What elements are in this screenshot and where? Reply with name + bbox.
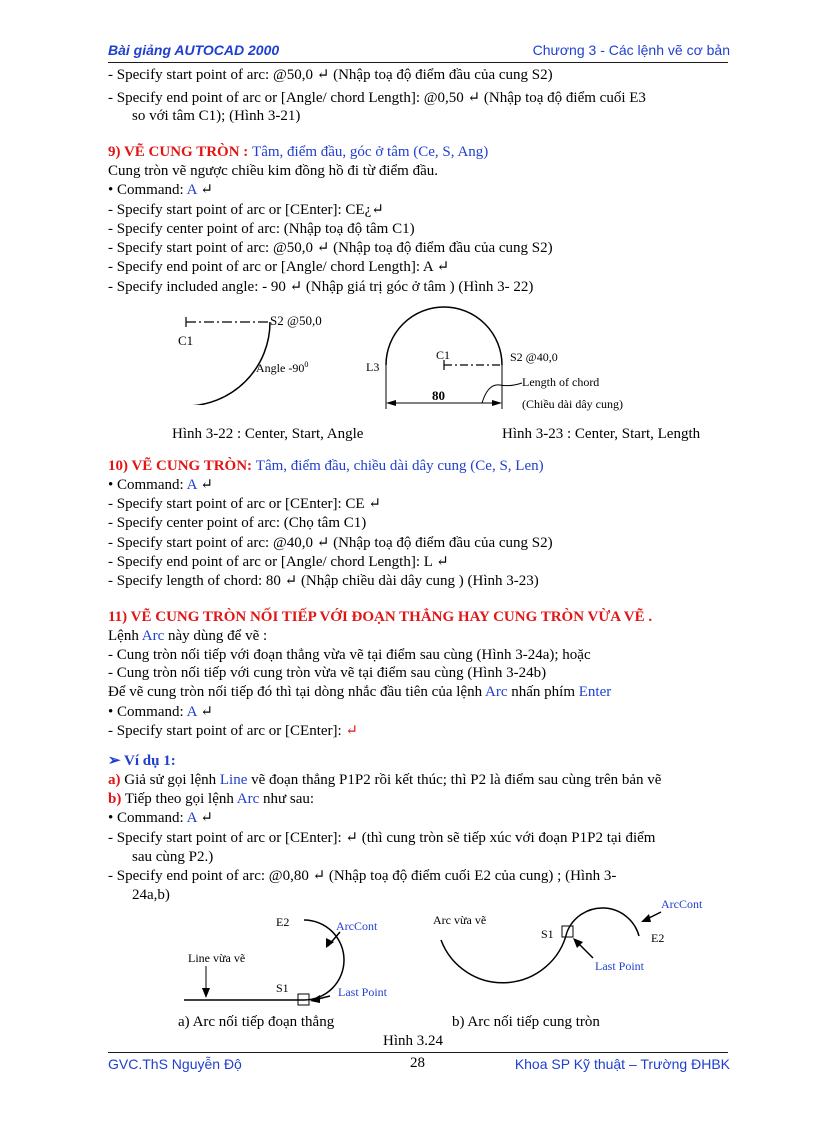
figure-3-24a <box>180 908 430 1008</box>
label-dimension: 80 <box>432 388 445 403</box>
section-9-subtitle: Tâm, điểm đầu, góc ở tâm (Ce, S, Ang) <box>252 144 489 160</box>
section-9-line-6: - Specify included angle: - 90 ↵ (Nhập giá trị góc ở tâm ) (Hình 3- 22) <box>108 279 534 295</box>
caption-3-24a: a) Arc nối tiếp đoạn thẳng <box>178 1014 335 1030</box>
section-10-command <box>108 476 213 495</box>
example-command <box>108 809 213 828</box>
section-11-title: 11) VẼ CUNG TRÒN NỐI TIẾP VỚI ĐOẠN THẲNG HAY CUNG TRÒN VỪA VẼ . <box>108 609 653 625</box>
caption-3-24: Hình 3.24 <box>383 1033 443 1049</box>
label-arc-vua-ve: Arc vừa vẽ <box>433 913 487 927</box>
keyword-arc: Arc <box>485 684 508 700</box>
example-1-title: ➢ Ví dụ 1: <box>108 753 176 769</box>
section-10-heading: 10) VẼ CUNG TRÒN: <box>108 458 256 474</box>
command-value: A <box>186 810 197 826</box>
label-s2: S2 @40,0 <box>510 350 558 364</box>
keyword-arc: Arc <box>236 791 260 807</box>
label-last-point: Last Point <box>338 985 388 999</box>
section-9-line-4: - Specify start point of arc: @50,0 ↵ (Nhập toạ độ điểm đầu của cung S2) <box>108 240 553 256</box>
section-11-command <box>108 703 213 722</box>
top-line-2: - Specify end point of arc or [Angle/ chord Length]: @0,50 ↵ (Nhập toạ độ điểm cuối E3 <box>108 90 646 106</box>
label-e2: E2 <box>276 915 290 929</box>
command-label: • Command: <box>108 704 187 720</box>
label-last-point: Last Point <box>595 959 645 973</box>
figure-3-24b <box>425 890 725 1005</box>
enter-symbol-red: ↵ <box>345 723 358 739</box>
command-label: • Command: <box>108 182 187 198</box>
example-b: b) Tiếp theo gọi lệnh Arc như sau: <box>108 791 315 807</box>
section-10-line-2: - Specify start point of arc or [CEnter]: CE ↵ <box>108 496 381 512</box>
section-10-line-6: - Specify length of chord: 80 ↵ (Nhập chiều dài dây cung ) (Hình 3-23) <box>108 573 539 589</box>
caption-3-22: Hình 3-22 : Center, Start, Angle <box>172 426 364 442</box>
label-s1: S1 <box>541 927 554 941</box>
section-9-intro: Cung tròn vẽ ngược chiều kim đồng hồ đi từ điểm đầu. <box>108 163 438 179</box>
label-line-vua-ve: Line vừa vẽ <box>188 951 246 965</box>
section-9-line-3: - Specify center point of arc: (Nhập toạ độ tâm C1) <box>108 221 415 237</box>
continued-arc <box>567 908 639 936</box>
section-11-line-4: Để vẽ cung tròn nối tiếp đó thì tại dòng nhắc đầu tiên của lệnh Arc nhấn phím Enter <box>108 684 612 700</box>
command-label: • Command: <box>108 477 187 493</box>
section-10-line-4: - Specify start point of arc: @40,0 ↵ (Nhập toạ độ điểm đầu của cung S2) <box>108 535 553 551</box>
section-10-subtitle: Tâm, điểm đầu, chiều dài dây cung (Ce, S, Len) <box>255 458 544 474</box>
label-e2: E2 <box>651 931 665 945</box>
top-line-3: so với tâm C1); (Hình 3-21) <box>132 108 301 124</box>
header-rule <box>108 62 728 63</box>
figure-3-22 <box>170 305 340 405</box>
figure-3-23 <box>360 305 650 415</box>
section-9-line-2: - Specify start point of arc or [CEnter]: CE¿↵ <box>108 202 384 218</box>
label-s1: S1 <box>276 981 289 995</box>
enter-symbol: ↵ <box>196 704 213 720</box>
command-value: A <box>186 704 197 720</box>
section-9-title <box>108 143 488 162</box>
section-10-line-3: - Specify center point of arc: (Chọ tâm C1) <box>108 515 367 531</box>
footer-rule <box>108 1052 728 1053</box>
header-left: Bài giảng AUTOCAD 2000 <box>108 42 280 58</box>
label-c1: C1 <box>178 333 194 348</box>
section-10-title <box>108 457 544 476</box>
label-s2: S2 @50,0 <box>270 313 322 328</box>
keyword-enter: Enter <box>578 684 612 700</box>
command-label: • Command: <box>108 810 187 826</box>
label-length-of-chord: Length of chord <box>522 375 600 389</box>
page-number: 28 <box>410 1055 425 1071</box>
section-9-command <box>108 181 213 200</box>
label-arccont: ArcCont <box>661 897 703 911</box>
enter-symbol: ↵ <box>196 477 213 493</box>
label-angle: Angle $-90^0$ <box>256 360 309 375</box>
section-9-heading: 9) VẼ CUNG TRÒN : <box>108 144 253 160</box>
caption-3-24b: b) Arc nối tiếp cung tròn <box>452 1014 600 1030</box>
keyword-line: Line <box>219 772 248 788</box>
section-9-line-5: - Specify end point of arc or [Angle/ chord Length]: A ↵ <box>108 259 450 275</box>
footer-left: GVC.ThS Nguyễn Độ <box>108 1056 242 1072</box>
section-11-line-6: - Specify start point of arc or [CEnter]: ↵ <box>108 723 358 739</box>
example-line-7: 24a,b) <box>132 887 170 903</box>
arccont-arrow <box>641 914 651 922</box>
command-value: A <box>186 477 197 493</box>
enter-symbol: ↵ <box>196 182 213 198</box>
label-c1: C1 <box>436 348 451 362</box>
header-right: Chương 3 - Các lệnh vẽ cơ bản <box>532 42 730 58</box>
top-line-1: - Specify start point of arc: @50,0 ↵ (Nhập toạ độ điểm đầu của cung S2) <box>108 67 553 83</box>
example-a: a) Giả sử gọi lệnh Line vẽ đoạn thẳng P1P2 rồi kết thúc; thì P2 là điểm sau cùng trên bản vẽ <box>108 772 662 788</box>
example-line-6: - Specify end point of arc: @0,80 ↵ (Nhập toạ độ điểm cuối E2 của cung) ; (Hình 3- <box>108 868 617 884</box>
pointer-arrow <box>202 988 210 998</box>
example-line-4: - Specify start point of arc or [CEnter]: ↵ (thì cung tròn sẽ tiếp xúc với đoạn P1P2 tại điểm <box>108 830 656 846</box>
arrow-left <box>386 400 396 406</box>
arrow-right <box>492 400 502 406</box>
section-10-line-5: - Specify end point of arc or [Angle/ chord Length]: L ↵ <box>108 554 449 570</box>
enter-symbol: ↵ <box>196 810 213 826</box>
label-chieu-dai: (Chiều dài dây cung) <box>522 397 623 411</box>
section-11-line-3: - Cung tròn nối tiếp với cung tròn vừa vẽ tại điểm sau cùng (Hình 3-24b) <box>108 665 547 681</box>
section-11-line-1: Lệnh Arc này dùng để vẽ : <box>108 628 268 644</box>
caption-3-23: Hình 3-23 : Center, Start, Length <box>502 426 701 442</box>
example-line-5: sau cùng P2.) <box>132 849 214 865</box>
section-11-line-2: - Cung tròn nối tiếp với đoạn thẳng vừa vẽ tại điểm sau cùng (Hình 3-24a); hoặc <box>108 647 591 663</box>
label-arccont: ArcCont <box>336 919 378 933</box>
keyword-arc: Arc <box>141 628 165 644</box>
footer-right: Khoa SP Kỹ thuật – Trường ĐHBK <box>514 1056 730 1072</box>
command-value: A <box>186 182 197 198</box>
label-l3: L3 <box>366 360 380 374</box>
